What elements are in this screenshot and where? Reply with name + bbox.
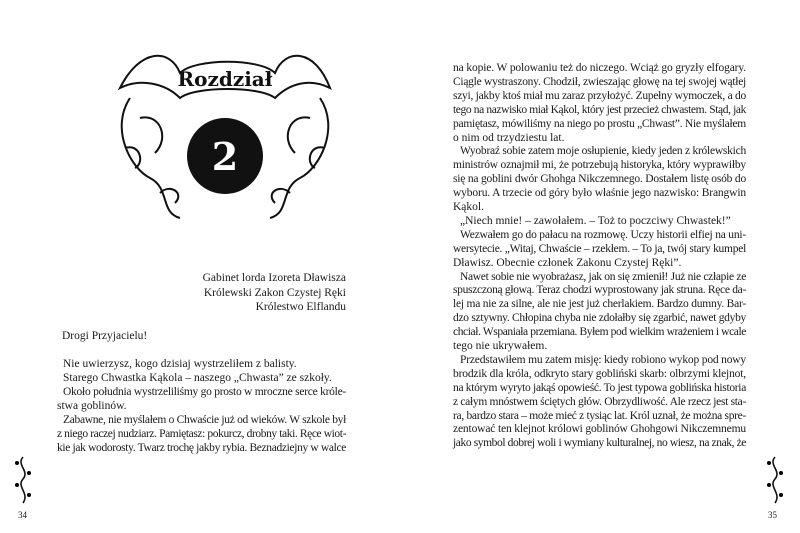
text-line: Nawet sobie nie wyobrażasz, jak on się zmienił! Już nie człapie ze bbox=[460, 270, 746, 283]
text-line: wersytecie. „Witaj, Chwaście – rzekłem. – To ja, twój stary kumpel bbox=[453, 242, 746, 255]
chapter-emblem bbox=[110, 18, 340, 233]
text-line: Nie uwierzysz, kogo dzisiaj wystrzeliłem z balisty. bbox=[63, 358, 297, 370]
text-line: kie jak wodorosty. Twarz trochę jakby rybia. Beznadziejny w walce bbox=[57, 442, 346, 454]
text-line: ra, bardzo stara – może mieć z tysiąc lat. Król uznał, że można spre- bbox=[453, 409, 746, 422]
chapter-label: Rozdział bbox=[177, 67, 273, 91]
text-line: zentować ten klejnot królowi goblinów Ghohgowi Nikczemnemu bbox=[453, 423, 746, 436]
text-line: Starego Chwastka Kąkola – naszego „Chwasta” ze szkoły. bbox=[63, 372, 332, 384]
text-line: z całym mnóstwem ściętych głów. Obrzydliwość. Ale rzecz jest sta- bbox=[453, 395, 746, 408]
text-line: dzo sztywny. Chłopina chyba nie zdołałby się zgarbić, nawet gdyby bbox=[453, 312, 746, 325]
text-line: Około południa wystrzeliliśmy go prosto w mroczne serce króle- bbox=[63, 386, 346, 398]
text-line: na kopie. W polowaniu też do niczego. Wciąż go gryzły elfogary. bbox=[453, 62, 746, 74]
text-line: stwa goblinów. bbox=[57, 400, 127, 412]
address-line: Gabinet lorda Izoreta Dławisza bbox=[202, 272, 346, 284]
text-line: o nim od trzydziestu lat. bbox=[453, 131, 565, 144]
page-number-left: 34 bbox=[18, 510, 27, 520]
text-line: Zabawne, nie myślałem o Chwaście już od wieków. W szkole był bbox=[63, 414, 346, 426]
text-line: brodzik dla króla, odkryto stary gobliński skarb: olbrzymi klejnot, bbox=[453, 367, 746, 380]
text-line: lej ma nie za silne, ale nie jest już cherlakiem. Bardzo dumny. Bar- bbox=[453, 298, 746, 311]
text-line: spuszczoną głową. Teraz chodzi wyprostowany jak struna. Ręce da- bbox=[453, 284, 746, 297]
text-line: wyboru. A trzecie od góry było właśnie jego nazwisko: Brangwin bbox=[453, 187, 746, 200]
text-line: Kąkol. bbox=[453, 201, 484, 213]
text-line: się na goblini dwór Ghohga Nikczemnego. Dostałem listę osób do bbox=[453, 173, 746, 186]
text-line: Przedstawiłem mu zatem misję: kiedy robiono wykop pod nowy bbox=[460, 353, 746, 366]
text-line: z niego raczej nudziarz. Pamiętasz: pokurcz, drobny taki. Ręce wiot- bbox=[57, 428, 346, 440]
page-number-right: 35 bbox=[768, 510, 777, 520]
text-line: Dławisz. Obecnie członek Zakonu Czystej Ręki”. bbox=[453, 256, 682, 269]
text-line: pamiętasz, mówiliśmy na niego po prostu „Chwast”. Nie myślałem bbox=[453, 117, 746, 130]
ornament-icon bbox=[12, 455, 34, 505]
text-line: jako symbol dobrej woli i wymiany kulturalnej, no wiesz, na znak, że bbox=[453, 437, 746, 450]
text-line: Wyobraź sobie zatem moje osłupienie, kiedy jeden z królewskich bbox=[460, 145, 746, 158]
text-line: ministrów oznajmił mi, że potrzebują historyka, który wyprawiłby bbox=[453, 159, 746, 172]
address-line: Królewski Zakon Czystej Ręki bbox=[203, 287, 346, 299]
text-line: szyi, jakby ktoś miał mu zaraz przyłożyć. Zupełny wymoczek, a do bbox=[453, 89, 746, 102]
salutation: Drogi Przyjacielu! bbox=[62, 330, 148, 342]
text-line: Wezwałem go do pałacu na rozmowę. Uczy historii elfiej na uni- bbox=[460, 228, 746, 241]
chapter-number: 2 bbox=[211, 134, 239, 179]
address-line: Królestwo Elflandu bbox=[255, 301, 346, 313]
text-line: tego na nazwisko miał Kąkol, który jest przecież chwastem. Stąd, jak bbox=[453, 103, 746, 116]
text-line: „Niech mnie! – zawołałem. – Toż to poczciwy Chwastek!” bbox=[460, 214, 731, 227]
text-line: chciał. Wspaniała przemiana. Byłem pod wielkim wrażeniem i wcale bbox=[453, 326, 746, 339]
text-line: Ciągle wystraszony. Chodził, zwieszając głowę na tej swojej wątłej bbox=[453, 75, 746, 88]
ornament-icon bbox=[764, 455, 786, 505]
text-line: tego nie ukrywałem. bbox=[453, 340, 548, 352]
text-line: na którym wyryto jakąś opowieść. To jest typowa goblińska historia bbox=[453, 381, 746, 394]
